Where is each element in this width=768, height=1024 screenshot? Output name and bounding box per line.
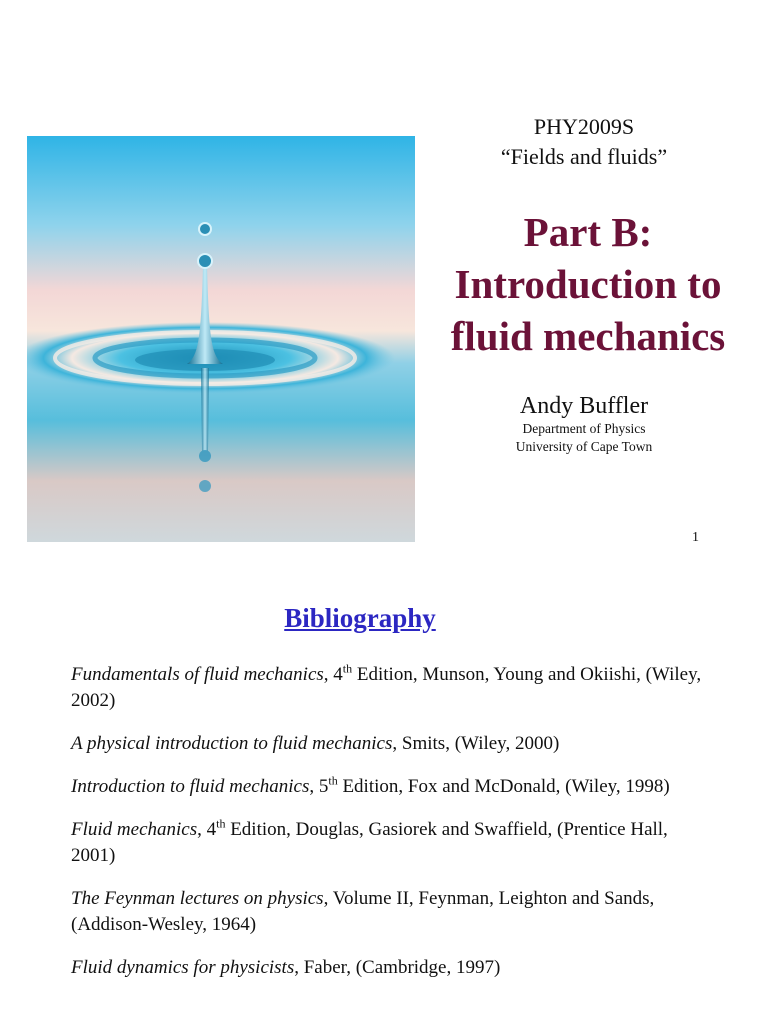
part-title-line: fluid mechanics bbox=[450, 313, 726, 359]
page-number: 1 bbox=[692, 530, 699, 545]
book-title: Introduction to fluid mechanics bbox=[71, 776, 310, 797]
water-droplet-icon bbox=[27, 136, 415, 542]
book-title: The Feynman lectures on physics bbox=[71, 888, 324, 909]
entry-details: Edition, Munson, Young and Okiishi, (Wiley, 2002) bbox=[71, 664, 702, 711]
course-code: PHY2009S bbox=[533, 114, 635, 139]
entry-details: , Smits, (Wiley, 2000) bbox=[392, 733, 560, 754]
department: Department of Physics bbox=[522, 421, 646, 436]
edition-number: 4 bbox=[206, 819, 217, 840]
bibliography-heading: Bibliography bbox=[284, 603, 436, 633]
entry-details: , Volume II, Feynman, Leighton and Sands, (Addison-Wesley, 1964) bbox=[71, 888, 655, 935]
edition-suffix: th bbox=[328, 773, 338, 788]
author-name: Andy Buffler bbox=[519, 393, 649, 419]
edition-number: 5 bbox=[318, 776, 329, 797]
book-title: A physical introduction to fluid mechanics bbox=[71, 733, 393, 754]
university: University of Cape Town bbox=[515, 439, 653, 454]
course-title: “Fields and fluids” bbox=[500, 144, 668, 169]
part-title-line: Introduction to bbox=[454, 261, 722, 307]
edition-number: 4 bbox=[333, 664, 343, 685]
bibliography-list bbox=[71, 662, 711, 998]
bibliography-entry: Introduction to fluid mechanics, 5th Edition, Fox and McDonald, (Wiley, 1998) bbox=[71, 773, 670, 797]
part-title bbox=[430, 206, 746, 362]
book-title: Fluid mechanics bbox=[71, 819, 198, 840]
edition-suffix: th bbox=[216, 816, 226, 831]
bibliography-entry: Fluid mechanics, 4th Edition, Douglas, Gasiorek and Swaffield, (Prentice Hall, 2001) bbox=[71, 816, 668, 866]
bibliography-entry bbox=[71, 886, 711, 938]
entry-details: , Faber, (Cambridge, 1997) bbox=[294, 957, 501, 978]
entry-details: Edition, Fox and McDonald, (Wiley, 1998) bbox=[337, 776, 670, 797]
bibliography-entry: Fundamentals of fluid mechanics, 4th Edition, Munson, Young and Okiishi, (Wiley, 2002) bbox=[71, 661, 702, 711]
water-droplet-image bbox=[27, 136, 415, 542]
edition-suffix: th bbox=[342, 661, 353, 676]
entry-details: Edition, Douglas, Gasiorek and Swaffield, (Prentice Hall, 2001) bbox=[71, 819, 668, 866]
bibliography-entry bbox=[71, 955, 711, 981]
part-title-line: Part B: bbox=[523, 209, 653, 255]
book-title: Fluid dynamics for physicists bbox=[71, 957, 295, 978]
book-title: Fundamentals of fluid mechanics bbox=[71, 664, 324, 685]
bibliography-entry bbox=[71, 731, 711, 757]
